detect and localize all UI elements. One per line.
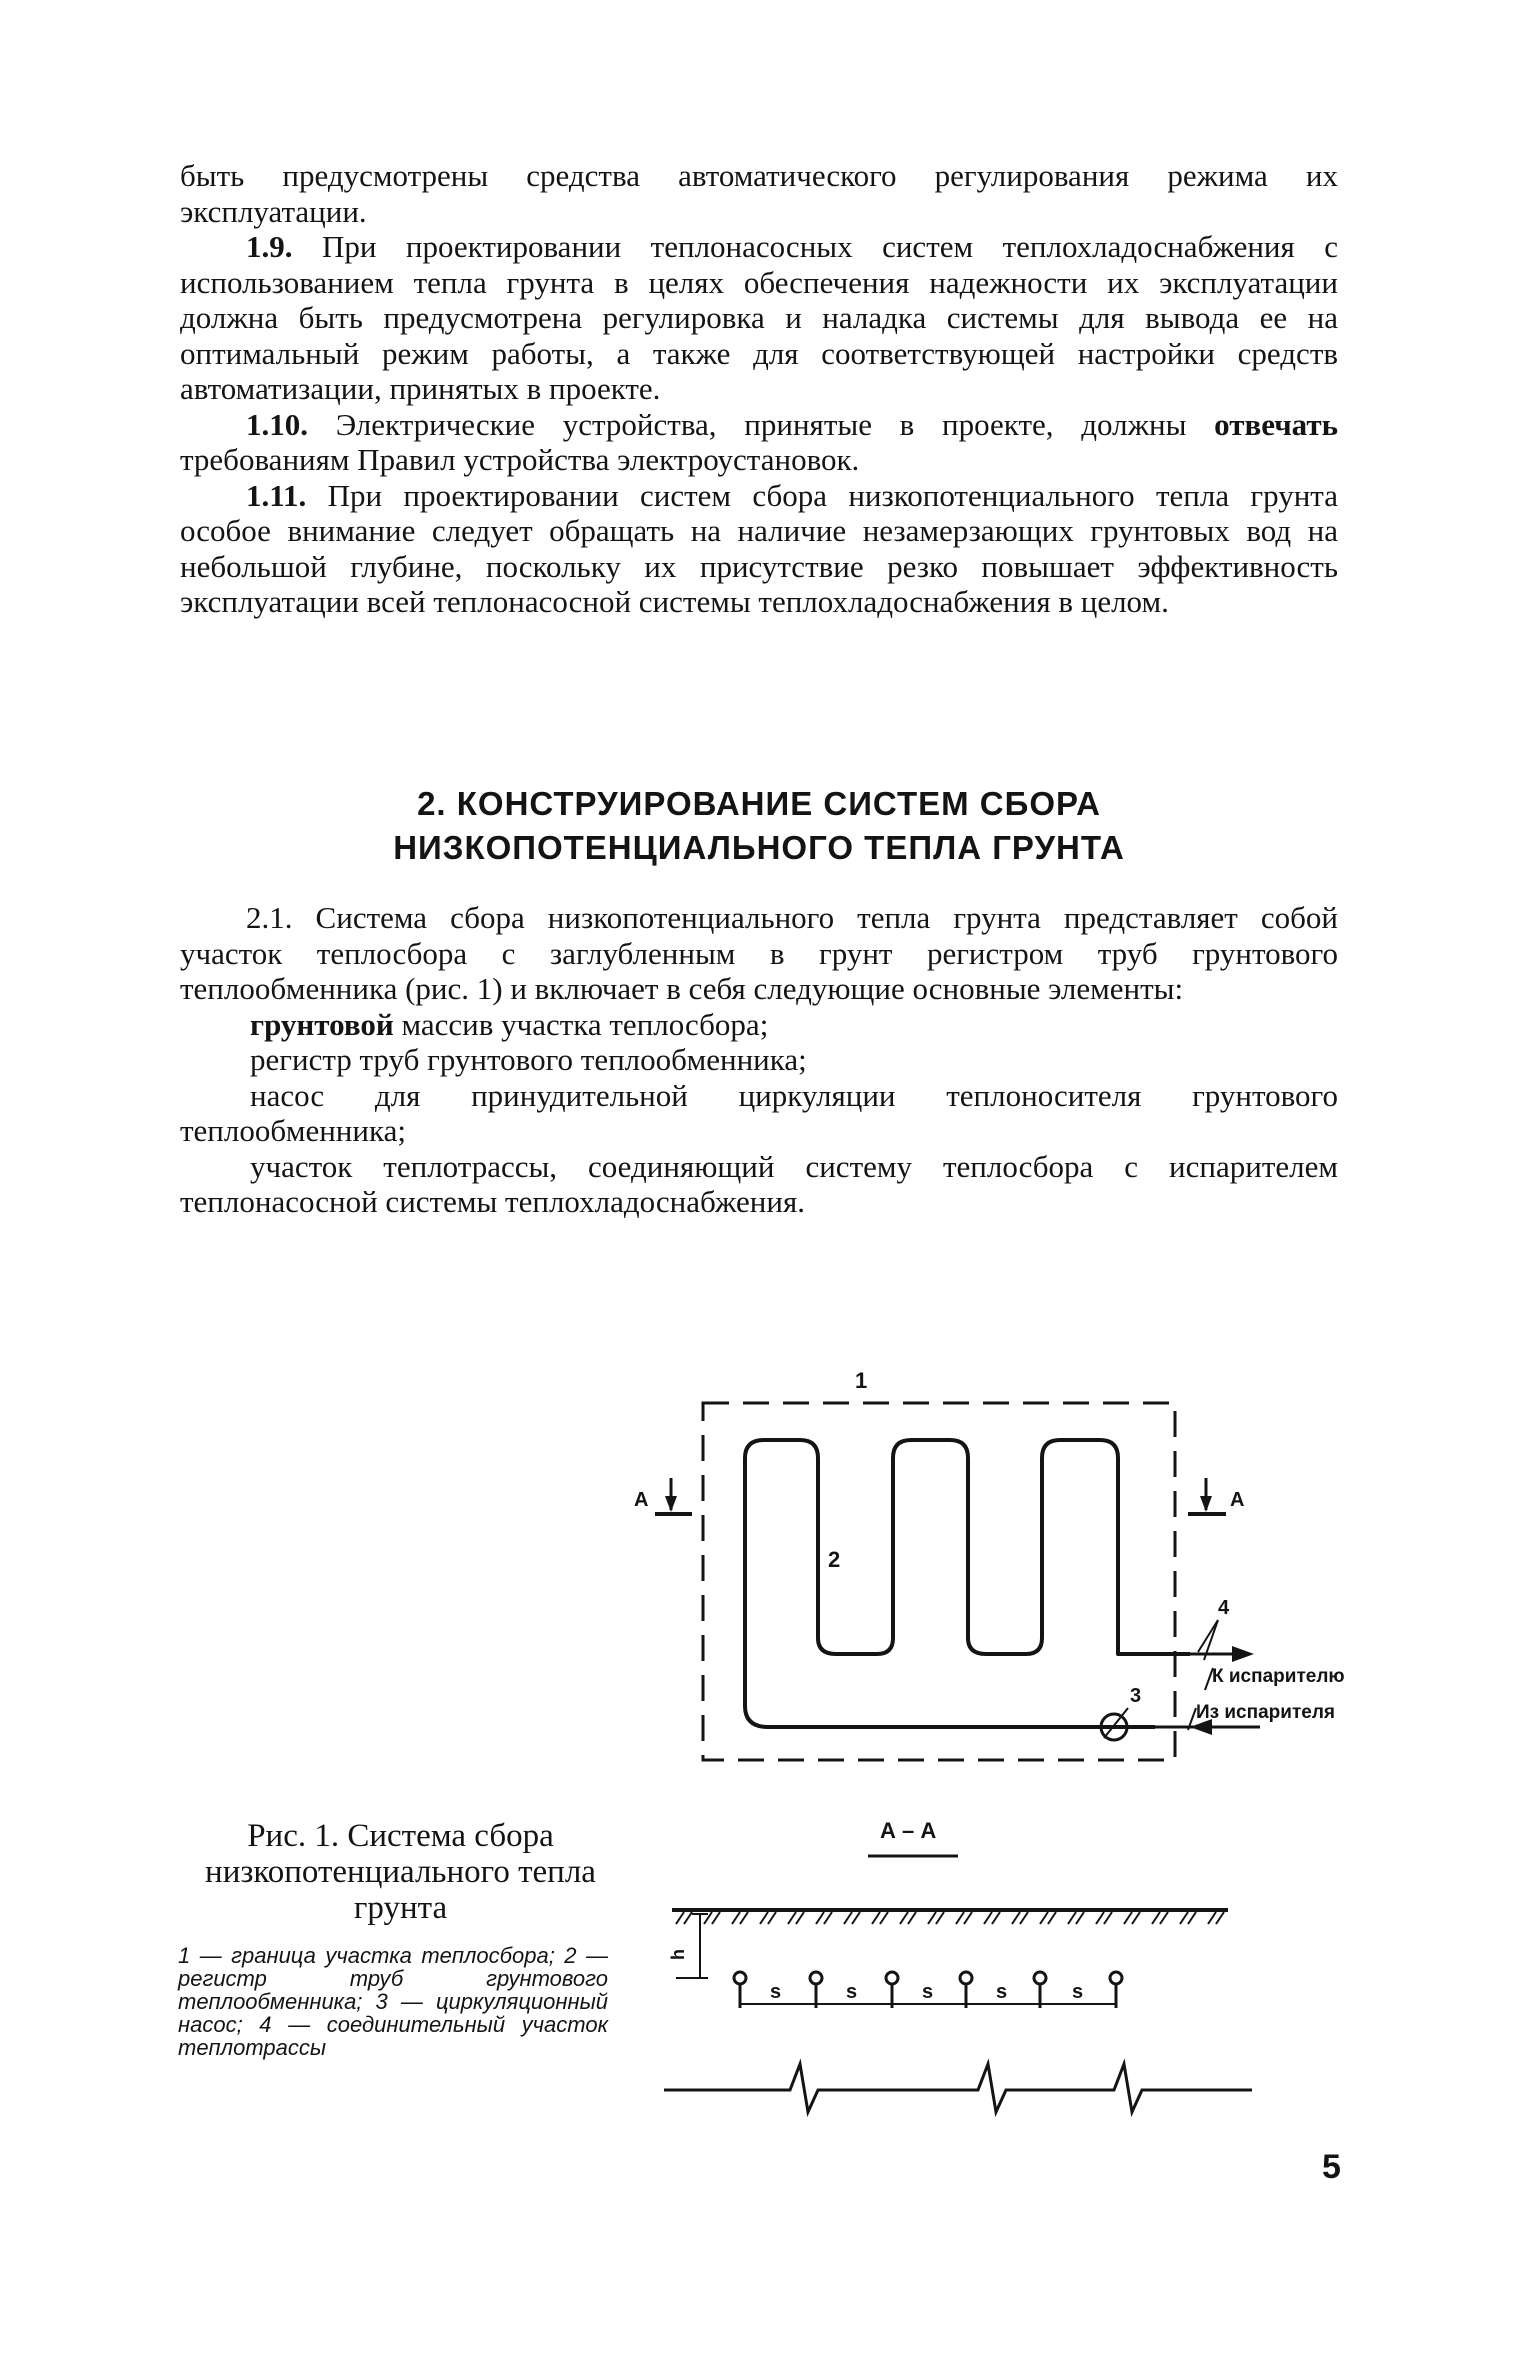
paragraph-text-continued: требованиям Правил устройства электроустановок. xyxy=(180,442,860,477)
section-label-right: А xyxy=(1230,1489,1245,1511)
figure-caption: Рис. 1. Система сбора низкопотенциального тепла грунта xyxy=(205,1818,596,1926)
section-label-left: А xyxy=(634,1489,649,1511)
label-to-evaporator: К испарителю xyxy=(1212,1666,1345,1687)
figure-legend: 1 — граница участка теплосбора; 2 — регистр труб грунтового теплообменника; 3 — циркуляционный насос; 4 — соединительный участок теплотрассы xyxy=(178,1943,608,2060)
paragraph-text: При проектировании систем сбора низкопотенциального тепла грунта особое внимание следует обращать на наличие незамерзающих грунтовых вод на небольшой глубине, поскольку их присутствие резко повышает эффективность эксплуатации всей теплонасосной системы теплохладоснабжения в целом. xyxy=(180,477,1338,619)
label-4: 4 xyxy=(1218,1597,1230,1619)
paragraph-text: Система сбора низкопотенциального тепла грунта представляет собой участок теплосбора с заглубленным в грунт регистром труб грунтового теплообменника (рис. 1) и включает в себя следующие основные элементы: xyxy=(180,900,1339,1006)
paragraph-number: 1.11. xyxy=(246,477,307,513)
paragraph-number: 2.1. xyxy=(246,900,293,935)
list-item-text: регистр труб грунтового теплообменника; xyxy=(250,1042,807,1077)
section-marker-left-arrow xyxy=(665,1496,677,1512)
paragraph-text: Электрические устройства, принятые в проекте, должны xyxy=(335,406,1187,442)
svg-text:s: s xyxy=(922,1981,934,2003)
svg-text:s: s xyxy=(1072,1981,1084,2003)
paragraph-text: При проектировании теплонасосных систем теплохладоснабжения с использованием тепла грунта в целях обеспечения надежности их эксплуатации должна быть предусмотрена регулировка и наладка системы для вывода ее на оптимальный режим работы, а также для соответствующей настройки средств автоматизации, принятых в проекте. xyxy=(180,229,1339,406)
area-boundary-dashed xyxy=(703,1403,1175,1760)
bold-word: отвечать xyxy=(1214,406,1339,442)
label-2: 2 xyxy=(828,1547,841,1572)
list-item-text: насос для принудительной циркуляции теплоносителя грунтового теплообменника; xyxy=(180,1077,1338,1148)
label-from-evaporator: Из испарителя xyxy=(1196,1702,1335,1723)
svg-text:s: s xyxy=(846,1981,858,2003)
bold-word: грунтовой xyxy=(250,1006,394,1042)
section-marker-right-arrow xyxy=(1200,1496,1212,1512)
arrow-to-evaporator xyxy=(1232,1646,1254,1662)
paragraph-number: 1.10. xyxy=(246,406,308,442)
pipe-register xyxy=(745,1440,1190,1727)
depth-label: h xyxy=(668,1949,688,1960)
label-3: 3 xyxy=(1130,1685,1142,1707)
page-number: 5 xyxy=(1322,2148,1341,2186)
svg-text:s: s xyxy=(996,1981,1008,2003)
section-heading-line-2: НИЗКОПОТЕНЦИАЛЬНОГО ТЕПЛА ГРУНТА xyxy=(393,829,1125,866)
label-1: 1 xyxy=(855,1368,868,1393)
svg-text:s: s xyxy=(770,1981,782,2003)
paragraph-number: 1.9. xyxy=(246,229,293,264)
break-line xyxy=(664,2064,1252,2112)
paragraph-continuation: быть предусмотрены средства автоматического регулирования режима их эксплуатации. xyxy=(180,158,1338,229)
ground-hatching xyxy=(676,1912,1224,1924)
section-heading-line-1: 2. КОНСТРУИРОВАНИЕ СИСТЕМ СБОРА xyxy=(417,785,1101,822)
section-title: А – А xyxy=(880,1818,937,1843)
list-item-text: массив участка теплосбора; xyxy=(401,1006,769,1042)
list-item-text: участок теплотрассы, соединяющий систему теплосбора с испарителем теплонасосной системы теплохладоснабжения. xyxy=(180,1148,1338,1219)
